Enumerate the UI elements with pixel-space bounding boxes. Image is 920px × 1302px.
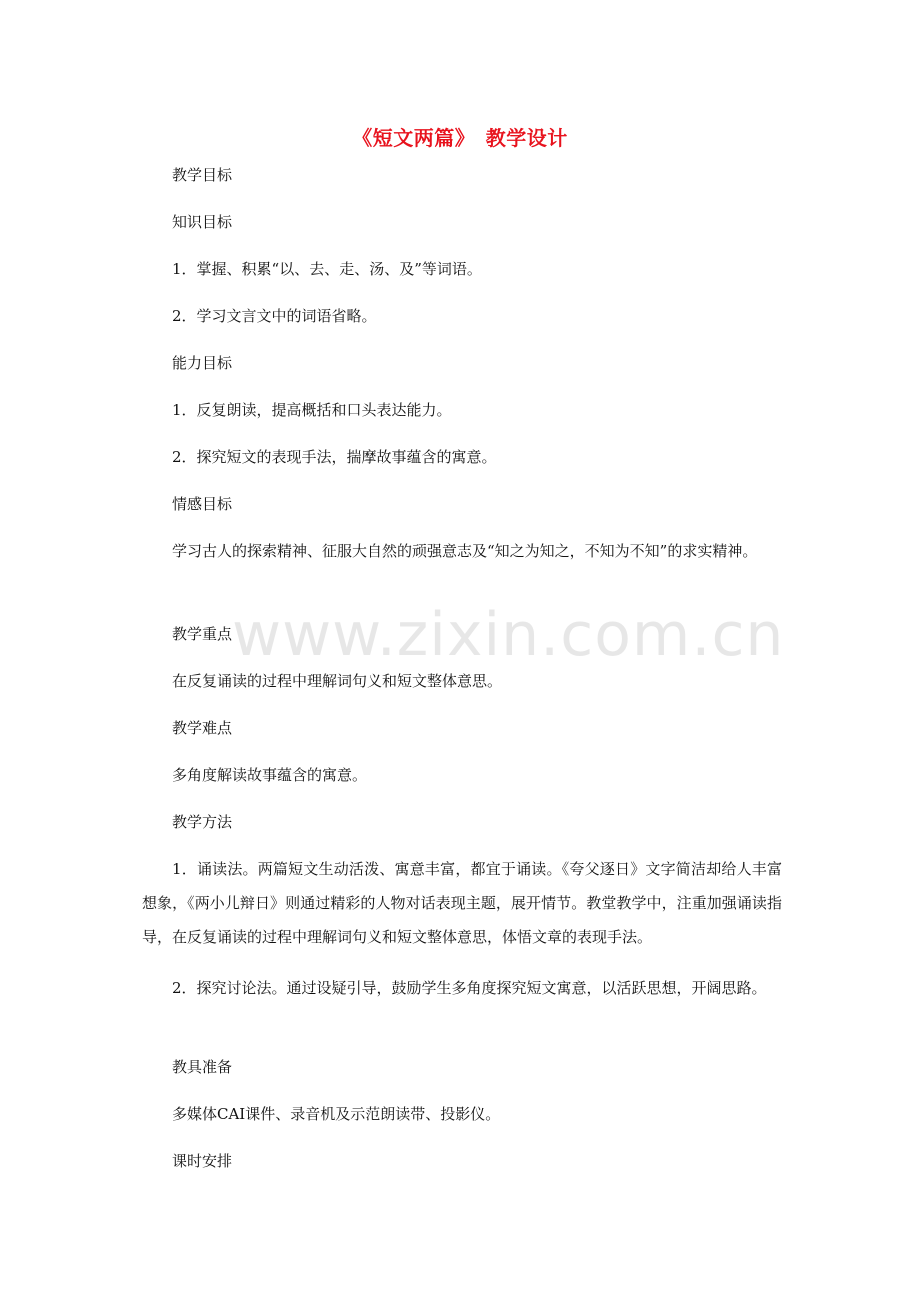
emotion-goal-paragraph: 学习古人的探索精神、征服大自然的顽强意志及“知之为知之，不知为不知”的求实精神。 xyxy=(172,542,758,560)
document-title: 《短文两篇》 教学设计 xyxy=(352,126,568,150)
key-points-text: 在反复诵读的过程中理解词句义和短文整体意思。 xyxy=(172,672,503,690)
subheading-emotion-goals: 情感目标 xyxy=(172,495,233,513)
section-heading-teaching-goals: 教学目标 xyxy=(172,166,233,184)
section-heading-methods: 教学方法 xyxy=(172,813,233,831)
ability-goal-1: 1．反复朗读，提高概括和口头表达能力。 xyxy=(172,401,452,419)
watermark: www.zixin.com.cn xyxy=(232,600,785,670)
section-heading-schedule: 课时安排 xyxy=(172,1152,233,1170)
knowledge-goal-2: 2．学习文言文中的词语省略。 xyxy=(172,307,377,325)
section-heading-difficulties: 教学难点 xyxy=(172,719,233,737)
subheading-knowledge-goals: 知识目标 xyxy=(172,213,233,231)
section-heading-key-points: 教学重点 xyxy=(172,625,233,643)
method-2-paragraph: 2．探究讨论法。通过设疑引导，鼓励学生多角度探究短文寓意，以活跃思想，开阔思路。 xyxy=(172,979,767,997)
section-heading-teaching-aids: 教具准备 xyxy=(172,1058,233,1076)
ability-goal-2: 2．探究短文的表现手法，揣摩故事蕴含的寓意。 xyxy=(172,448,497,466)
difficulties-text: 多角度解读故事蕴含的寓意。 xyxy=(172,766,368,784)
subheading-ability-goals: 能力目标 xyxy=(172,354,233,372)
teaching-aids-text: 多媒体CAI课件、录音机及示范朗读带、投影仪。 xyxy=(172,1105,501,1123)
method-1-paragraph: 1．诵读法。两篇短文生动活泼、寓意丰富，都宜于诵读。《夸父逐日》文字简洁却给人丰富想象，《两小儿辩日》则通过精彩的人物对话表现主题，展开情节。教堂教学中，注重加强诵读指导，在反复诵读的过程中理解词句义和短文整体意思，体悟文章的表现手法。 xyxy=(142,860,782,946)
knowledge-goal-1: 1．掌握、积累“以、去、走、汤、及”等词语。 xyxy=(172,260,482,278)
